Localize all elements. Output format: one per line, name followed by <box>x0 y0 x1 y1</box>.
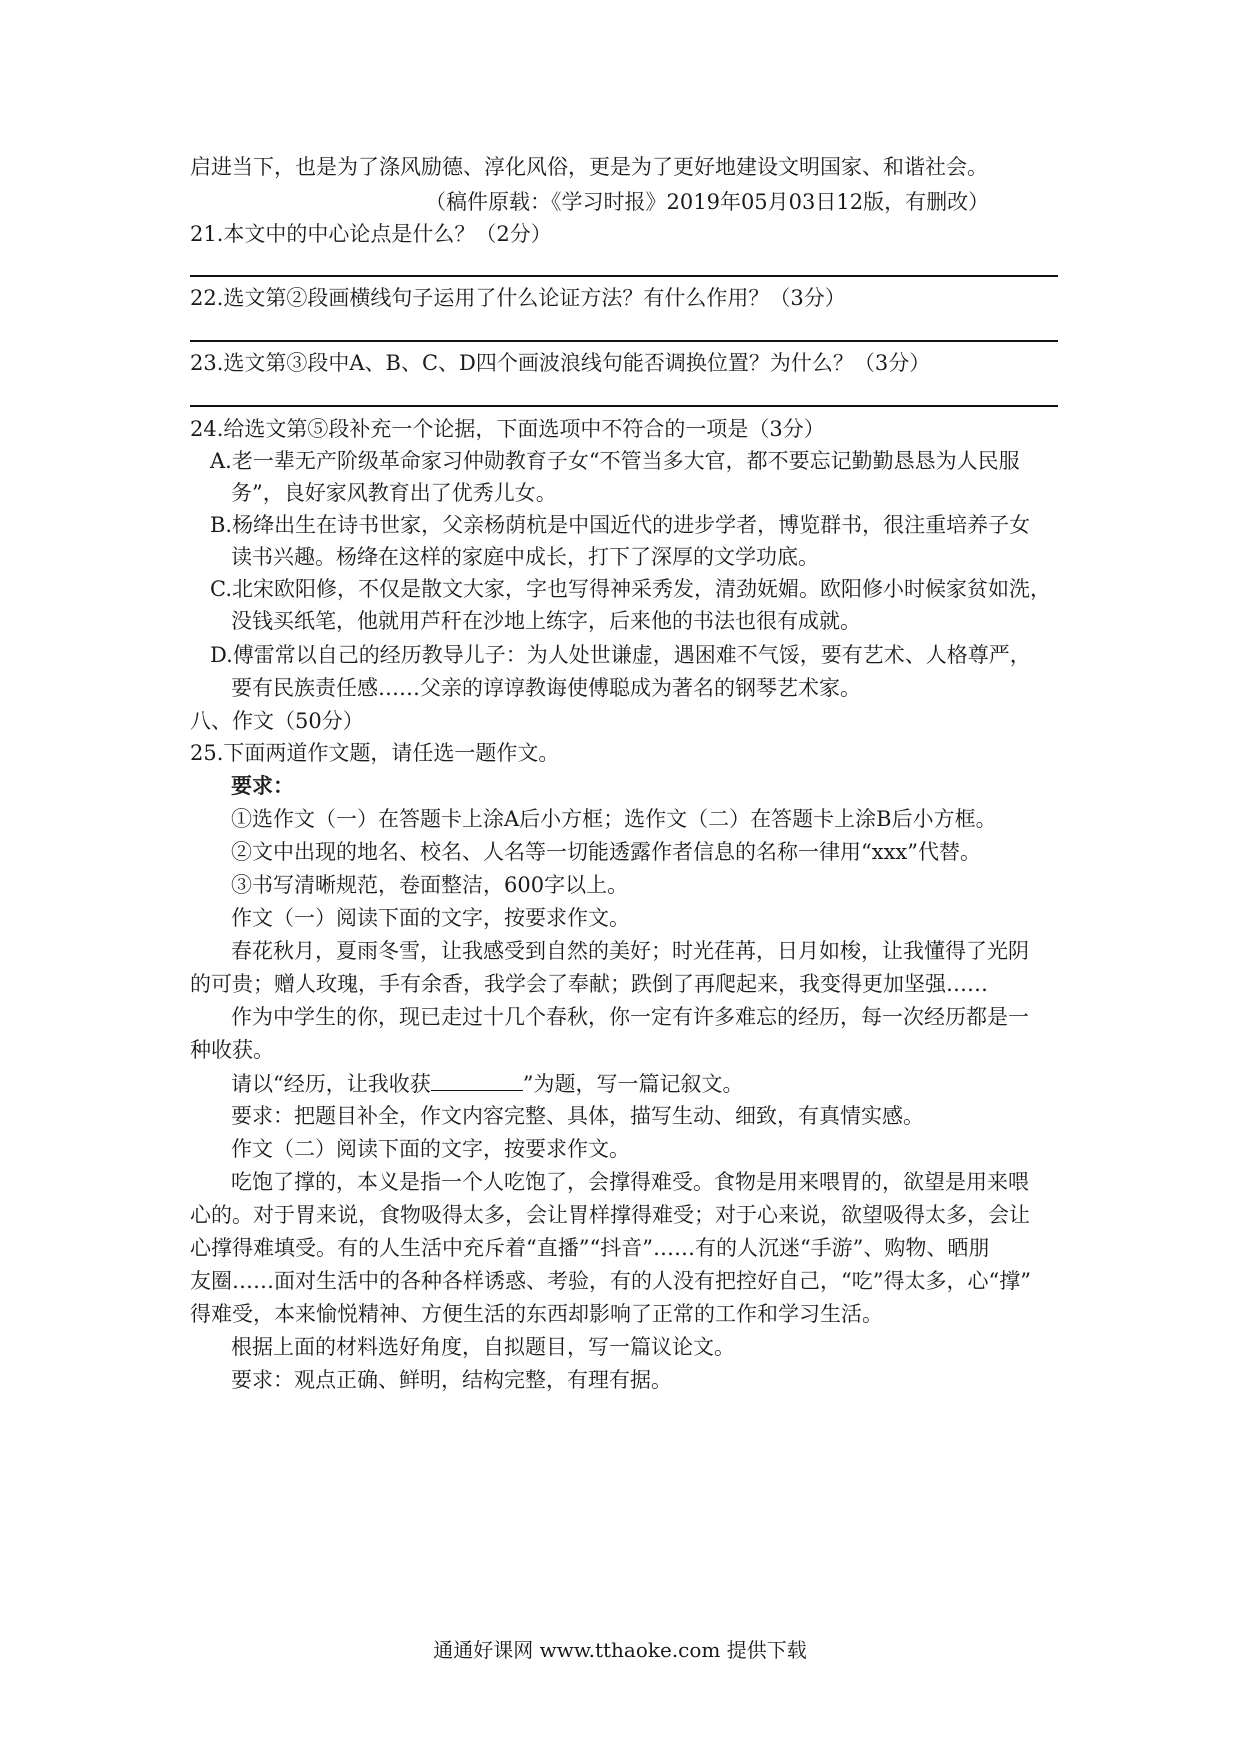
answer-line-22 <box>190 340 1058 342</box>
topic-2-heading: 作文（二）阅读下面的文字，按要求作文。 <box>231 1137 630 1161</box>
answer-line-21 <box>190 275 1058 277</box>
option-c-line1: C.北宋欧阳修，不仅是散文大家，字也写得神采秀发，清劲妩媚。欧阳修小时候家贫如洗， <box>210 577 1051 601</box>
intro-line: 启进当下，也是为了涤风励德、淳化风俗，更是为了更好地建设文明国家、和谐社会。 <box>190 155 988 179</box>
requirement-1: ①选作文（一）在答题卡上涂A后小方框；选作文（二）在答题卡上涂B后小方框。 <box>231 807 997 831</box>
question-23: 23.选文第③段中A、B、C、D四个画波浪线句能否调换位置？为什么？（3分） <box>190 351 931 375</box>
topic-2-text-line5: 得难受，本来愉悦精神、方便生活的东西却影响了正常的工作和学习生活。 <box>190 1302 883 1326</box>
option-a-line2: 务”，良好家风教育出了优秀儿女。 <box>231 481 557 505</box>
question-24: 24.给选文第⑤段补充一个论据，下面选项中不符合的一项是（3分） <box>190 417 825 441</box>
answer-line-23 <box>190 405 1058 407</box>
topic-1-text-line1: 春花秋月，夏雨冬雪，让我感受到自然的美好；时光荏苒，日月如梭，让我懂得了光阴 <box>231 939 1029 963</box>
topic-1-prompt-start: 请以“经历，让我收获 <box>231 1072 431 1096</box>
requirements-title: 要求： <box>231 773 294 798</box>
option-b-line2: 读书兴趣。杨绛在这样的家庭中成长，打下了深厚的文学功底。 <box>231 545 819 569</box>
option-c-line2: 没钱买纸笔，他就用芦秆在沙地上练字，后来他的书法也很有成就。 <box>231 609 861 633</box>
topic-2-requirement: 要求：观点正确、鲜明，结构完整，有理有据。 <box>231 1368 672 1392</box>
topic-2-task: 根据上面的材料选好角度，自拟题目，写一篇议论文。 <box>231 1335 735 1359</box>
topic-1-text-line2: 的可贵；赠人玫瑰，手有余香，我学会了奉献；跌倒了再爬起来，我变得更加坚强…… <box>190 972 988 996</box>
footer-watermark: 通通好课网 www.tthaoke.com 提供下载 <box>433 1638 807 1662</box>
option-d-line2: 要有民族责任感……父亲的谆谆教诲使傅聪成为著名的钢琴艺术家。 <box>231 676 861 700</box>
requirement-3: ③书写清晰规范，卷面整洁，600字以上。 <box>231 873 629 897</box>
topic-1-prompt-end: ”为题，写一篇记叙文。 <box>522 1072 744 1096</box>
title-blank <box>431 1068 523 1091</box>
question-22: 22.选文第②段画横线句子运用了什么论证方法？有什么作用？（3分） <box>190 286 846 310</box>
section-heading: 八、作文（50分） <box>190 709 364 733</box>
requirement-2: ②文中出现的地名、校名、人名等一切能透露作者信息的名称一律用“xxx”代替。 <box>231 840 981 864</box>
topic-1-prompt <box>231 1068 744 1099</box>
option-d-line1: D.傅雷常以自己的经历教导儿子：为人处世谦虚，遇困难不气馁，要有艺术、人格尊严， <box>210 643 1031 667</box>
option-b-line1: B.杨绛出生在诗书世家，父亲杨荫杭是中国近代的进步学者，博览群书，很注重培养子女 <box>210 513 1031 537</box>
topic-2-text-line4: 友圈……面对生活中的各种各样诱惑、考验，有的人没有把控好自己，“吃”得太多，心“撑” <box>190 1269 1031 1293</box>
question-25: 25.下面两道作文题，请任选一题作文。 <box>190 741 560 765</box>
option-a-line1: A.老一辈无产阶级革命家习仲勋教育子女“不管当多大官，都不要忘记勤勤恳恳为人民服 <box>210 449 1020 473</box>
topic-2-text-line3: 心撑得难填受。有的人生活中充斥着“直播”“抖音”……有的人沉迷“手游”、购物、晒朋 <box>190 1236 990 1260</box>
topic-2-text-line2: 心的。对于胃来说，食物吸得太多，会让胃样撑得难受；对于心来说，欲望吸得太多，会让 <box>190 1203 1030 1227</box>
question-21: 21.本文中的中心论点是什么？（2分） <box>190 222 552 246</box>
topic-1-text-line4: 种收获。 <box>190 1038 274 1062</box>
topic-1-requirement: 要求：把题目补全，作文内容完整、具体，描写生动、细致，有真情实感。 <box>231 1104 924 1128</box>
source-note: （稿件原载：《学习时报》2019年05月03日12版，有删改） <box>425 190 990 214</box>
topic-1-text-line3: 作为中学生的你，现已走过十几个春秋，你一定有许多难忘的经历，每一次经历都是一 <box>231 1005 1029 1029</box>
topic-2-text-line1: 吃饱了撑的，本义是指一个人吃饱了，会撑得难受。食物是用来喂胃的，欲望是用来喂 <box>231 1170 1029 1194</box>
topic-1-heading: 作文（一）阅读下面的文字，按要求作文。 <box>231 906 630 930</box>
